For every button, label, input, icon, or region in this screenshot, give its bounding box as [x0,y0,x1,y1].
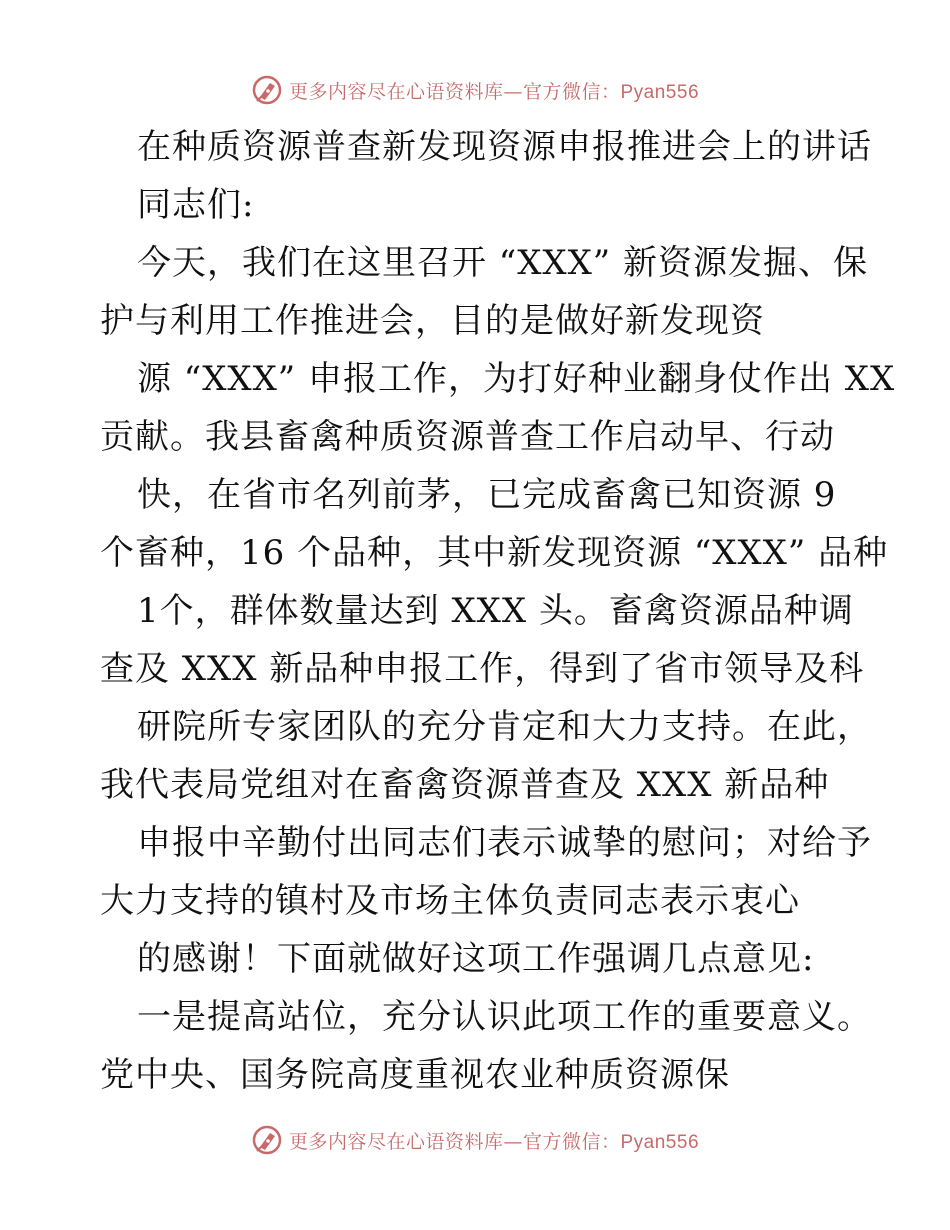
pen-nib-logo-icon [251,1124,283,1156]
paragraph-line: 护与利用工作推进会，目的是做好新发现资 [100,301,765,341]
header-watermark [0,70,950,110]
pen-nib-logo-icon [251,74,283,106]
paragraph-line: 一是提高站位，充分认识此项工作的重要意义。 [137,997,872,1037]
document-title: 在种质资源普查新发现资源申报推进会上的讲话 [137,127,872,167]
watermark-text [289,77,699,104]
watermark-prefix: 更多内容尽在心语资料库—官方微信： [288,80,621,103]
paragraph-line: 贡献。我县畜禽种质资源普查工作启动早、行动 [100,417,835,457]
salutation: 同志们: [137,185,255,225]
watermark-wechat-id: Pyan556 [620,81,700,103]
paragraph-line: 大力支持的镇村及市场主体负责同志表示衷心 [100,881,800,921]
footer-watermark [0,1120,950,1160]
paragraph-line: 今天，我们在这里召开 “XXX” 新资源发掘、保 [137,243,868,283]
watermark-prefix: 更多内容尽在心语资料库—官方微信： [288,1130,621,1153]
paragraph-line: 个畜种，16 个品种，其中新发现资源 “XXX” 品种 [100,533,889,573]
paragraph-line: 我代表局党组对在畜禽资源普查及 XXX 新品种 [100,765,830,805]
watermark-wechat-id: Pyan556 [620,1131,700,1153]
paragraph-line: 党中央、国务院高度重视农业种质资源保 [100,1055,730,1095]
paragraph-line: 快，在省市名列前茅，已完成畜禽已知资源 9 [137,475,837,515]
paragraph-line: 查及 XXX 新品种申报工作，得到了省市领导及科 [100,649,865,689]
paragraph-line: 1个，群体数量达到 XXX 头。畜禽资源品种调 [137,591,854,631]
paragraph-line: 源 “XXX” 申报工作，为打好种业翻身仗作出 XX [137,359,896,399]
paragraph-line: 研院所专家团队的充分肯定和大力支持。在此， [137,707,872,747]
paragraph-line: 的感谢！下面就做好这项工作强调几点意见: [137,939,815,979]
paragraph-line: 申报中辛勤付出同志们表示诚挚的慰问；对给予 [137,823,872,863]
watermark-text [289,1127,699,1154]
